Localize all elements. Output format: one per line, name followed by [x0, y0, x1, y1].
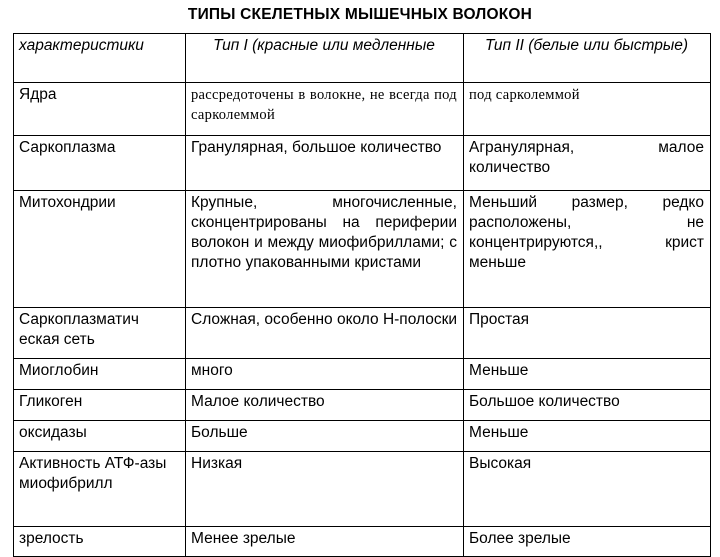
table-row	[14, 421, 711, 452]
table-row	[14, 191, 711, 308]
row-label: Ядра	[14, 83, 186, 136]
table-row	[14, 136, 711, 191]
table-row	[14, 359, 711, 390]
row-label: оксидазы	[14, 421, 186, 452]
header-type-1: Тип I (красные или медленные	[186, 34, 464, 83]
type-2-cell: Простая	[464, 308, 711, 359]
type-1-cell: рассредоточены в волокне, не всегда под сарколеммой	[186, 83, 464, 136]
type-1-cell: много	[186, 359, 464, 390]
header-characteristics: характеристики	[14, 34, 186, 83]
type-1-cell: Малое количество	[186, 390, 464, 421]
table-row	[14, 527, 711, 557]
type-2-cell: Меньше	[464, 421, 711, 452]
type-2-cell: Большое количество	[464, 390, 711, 421]
row-label: Гликоген	[14, 390, 186, 421]
row-label: Саркоплазма	[14, 136, 186, 191]
table-row	[14, 83, 711, 136]
row-label: Митохондрии	[14, 191, 186, 308]
row-label: Саркоплазматич еская сеть	[14, 308, 186, 359]
type-2-cell: Меньший размер, редко расположены, не концентрируются,, крист меньше	[464, 191, 711, 308]
table-row	[14, 308, 711, 359]
page-title: ТИПЫ СКЕЛЕТНЫХ МЫШЕЧНЫХ ВОЛОКОН	[187, 6, 533, 23]
type-1-cell: Менее зрелые	[186, 527, 464, 557]
row-label: Миоглобин	[14, 359, 186, 390]
type-1-cell: Сложная, особенно около Н-полоски	[186, 308, 464, 359]
type-2-cell: под сарколеммой	[464, 83, 711, 136]
type-1-cell: Гранулярная, большое количество	[186, 136, 464, 191]
type-2-cell: Высокая	[464, 452, 711, 527]
header-type-2: Тип II (белые или быстрые)	[464, 34, 711, 83]
muscle-fiber-types-table	[13, 33, 711, 557]
table-row	[14, 390, 711, 421]
type-2-cell: Меньше	[464, 359, 711, 390]
type-2-cell: Агранулярная, малое количество	[464, 136, 711, 191]
row-label: Активность АТФ-азы миофибрилл	[14, 452, 186, 527]
row-label: зрелость	[14, 527, 186, 557]
table-row	[14, 452, 711, 527]
type-1-cell: Низкая	[186, 452, 464, 527]
type-2-cell: Более зрелые	[464, 527, 711, 557]
table-header-row	[14, 34, 711, 83]
type-1-cell: Больше	[186, 421, 464, 452]
type-1-cell: Крупные, многочисленные, сконцентрированы на периферии волокон и между миофибриллами; с плотно упакованными кристами	[186, 191, 464, 308]
